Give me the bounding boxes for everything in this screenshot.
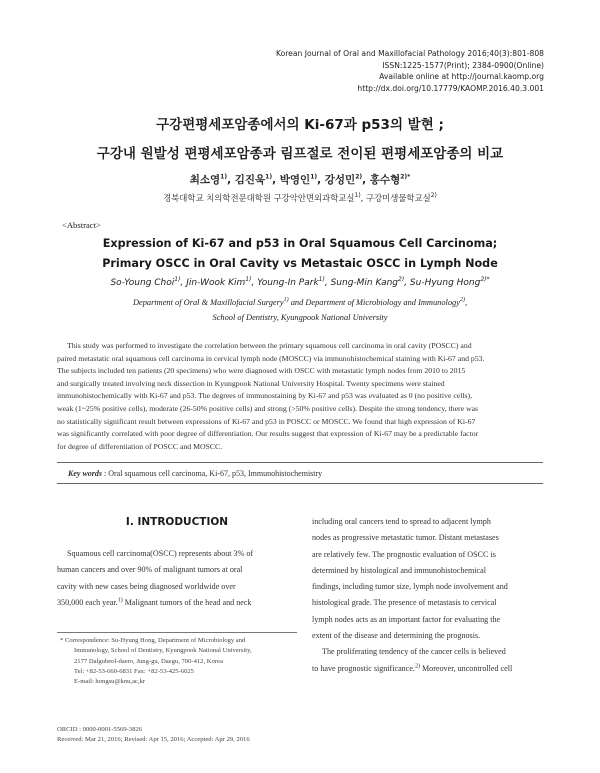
- abstract-line: This study was performed to investigate the correlation between the primary squamous cell carcinoma in oral cavity (POSCC) and: [67, 341, 472, 350]
- footnote-line: E-mail: hongsu@knu,ac,kr: [74, 678, 146, 686]
- english-affiliation-part: and Department of Microbiology and Immunology: [288, 298, 460, 307]
- korean-author: [370, 174, 411, 186]
- footnote-line: * Correspondence: Su-Hyung Hong, Department of Microbiology and: [60, 637, 246, 644]
- abstract-line: paired metastatic oral squamous cell carcinoma in cervical lymph node (MOSCC) via immunohistochemical staining with Ki-67 and p53.: [57, 353, 485, 363]
- author-affil-marker: 2): [355, 173, 363, 181]
- korean-author-name: 최소영: [189, 174, 221, 186]
- left-column-text: [57, 546, 297, 611]
- body-line: cavity with new cases being diagnosed worldwide over: [57, 581, 236, 591]
- journal-doi[interactable]: http://dx.doi.org/10.17779/KAOMP.2016.40.3.001: [357, 83, 544, 93]
- keywords-label: Key words: [68, 469, 102, 478]
- korean-author-name: 홍수형: [369, 174, 401, 186]
- right-column-text: [312, 514, 544, 677]
- affiliation-marker: 2): [430, 192, 437, 200]
- english-author: [110, 278, 180, 288]
- author-affil-marker: 1): [265, 173, 273, 181]
- body-line: findings, including tumor size, lymph node involvement and: [312, 582, 508, 592]
- korean-author-name: 강성민: [324, 174, 356, 186]
- keywords-text: : Oral squamous cell carcinoma, Ki-67, p53, Immunohistochemistry: [102, 469, 323, 478]
- english-author: [410, 278, 490, 288]
- footnote-line: Immunology, School of Dentistry, Kyungpook National University,: [74, 647, 252, 655]
- section-heading-introduction: Ⅰ. INTRODUCTION: [125, 516, 229, 528]
- journal-issn: ISSN:1225-1577(Print); 2384-0900(Online): [382, 60, 544, 70]
- author-affil-marker: 1): [174, 276, 181, 283]
- korean-author-name: 박영인: [279, 174, 311, 186]
- korean-affiliation: [0, 192, 600, 204]
- english-author-name: So-Young Choi: [110, 278, 175, 288]
- english-author-name: Sung-Min Kang: [330, 278, 399, 288]
- article-dates: [57, 725, 302, 745]
- body-text: Malignant tumors of the head and neck: [122, 597, 252, 607]
- english-author-name: Young-In Park: [257, 278, 319, 288]
- body-line: The proliferating tendency of the cancer cells is believed: [322, 647, 506, 657]
- body-line: nodes as progressive metastatic tumor. Distant metastases: [312, 533, 499, 543]
- keywords-top-rule: [57, 462, 543, 463]
- korean-affiliation-part: 경북대학교 치의학전문대학원 구강악안면외과학교실: [163, 193, 355, 203]
- abstract-line: The subjects included ten patients (20 specimens) who were diagnosed with OSCC with metastatic lymph nodes from 2010 to 2015: [57, 366, 466, 376]
- english-author: [186, 278, 251, 288]
- english-author-name: Su-Hyung Hong: [409, 278, 481, 288]
- received-dates: Received: Mar 21, 2016; Revised: Apr 15, 2016; Accepted: Apr 29, 2016: [57, 736, 250, 743]
- body-text: Moreover, uncontrolled cell: [419, 663, 513, 673]
- english-affiliation-line-2: School of Dentistry, Kyungpook National University: [212, 313, 388, 322]
- journal-header: [276, 48, 544, 94]
- keywords-line: [68, 469, 322, 478]
- korean-author: [280, 174, 317, 186]
- author-affil-marker: 1): [220, 173, 228, 181]
- affiliation-marker: 1): [283, 297, 289, 304]
- author-affil-marker: 1): [318, 276, 325, 283]
- korean-author-name: 김진욱: [234, 174, 266, 186]
- body-line: human cancers and over 90% of malignant tumors at oral: [57, 565, 243, 575]
- english-author: [257, 278, 325, 288]
- korean-author: [325, 174, 362, 186]
- author-affil-marker: 1): [245, 276, 252, 283]
- body-line: Squamous cell carcinoma(OSCC) represents about 3% of: [67, 549, 254, 558]
- english-title-line-2: Primary OSCC in Oral Cavity vs Metastaic OSCC in Lymph Node: [102, 257, 498, 270]
- korean-author-list: 최소영$^{1)}$, 김진욱$^{1)}$, 박영인$^{1)}$, 강성민$^{2)}$, 홍수형$^{2)*}$: [189, 173, 411, 186]
- korean-affiliation-part: , 구강미생물학교실: [360, 193, 431, 203]
- body-line: lymph nodes acts as an important factor for evaluating the: [312, 614, 501, 624]
- journal-citation: Korean Journal of Oral and Maxillofacial Pathology 2016;40(3):801-808: [275, 49, 544, 58]
- footnote-line: 2177 Dalgubeol-daero, Jung-gu, Daegu, 700-412, Korea: [74, 657, 223, 665]
- author-affil-marker: 2): [398, 276, 405, 283]
- body-line: extent of the disease and determining the prognosis.: [312, 631, 481, 641]
- author-affil-marker: 2)*: [480, 276, 490, 283]
- body-line: histological grade. The presence of metastasis to cervical: [312, 598, 497, 608]
- abstract-line: immunohistochemically with Ki-67 and p53. The degrees of immunostaining by Ki-67 and p53 was evaluated as 0 (no positive cells),: [57, 391, 473, 401]
- korean-author: [190, 174, 227, 186]
- body-text: to have prognostic significance.: [312, 663, 415, 673]
- journal-availability: Available online at http://journal.kaomp.org: [379, 72, 544, 82]
- body-line: are relatively few. The prognostic evaluation of OSCC is: [312, 549, 496, 559]
- footnote-line: Tel: +82-53-660-6831 Fax: +82-53-425-6025: [74, 667, 194, 675]
- body-line: determined by histological and immunohistochemical: [312, 565, 486, 575]
- korean-title-line-2: 구강내 원발성 편평세포암종과 림프절로 전이된 편평세포암종의 비교: [96, 146, 504, 162]
- citation-marker: 2): [414, 662, 420, 669]
- abstract-line: was significantly correlated with poor degree of differentiation. Our results suggest that expression of Ki-67 may be a predictable factor: [57, 429, 479, 439]
- body-line: [312, 661, 544, 677]
- english-author: [331, 278, 405, 288]
- abstract-body: [57, 340, 543, 453]
- abstract-line: weak (1~25% positive cells), moderate (26-50% positive cells) and strong (>50% positive cells). Despite the strong tendency, there was: [57, 403, 479, 413]
- abstract-line: for degree of differentiation of POSCC and MOSCC.: [57, 441, 223, 451]
- affiliation-marker: 1): [354, 192, 361, 200]
- body-line: [57, 595, 297, 611]
- orcid: ORCID : 0000-0001-5569-3826: [57, 726, 142, 733]
- citation-marker: 1): [117, 597, 123, 604]
- body-line: including oral cancers tend to spread to adjacent lymph: [312, 517, 491, 526]
- keywords-bottom-rule: [57, 483, 543, 484]
- abstract-line: and surgically treated involving neck dissection in Kyungpook National University Hospital. Twenty specimens were stained: [57, 378, 445, 388]
- english-author-list: So-Young Choi$^{1)}$, Jin-Wook Kim$^{1)}$, Young-In Park$^{1)}$, Sung-Min Kang$^{2)}$, Su-Hyung Hong$^{2)*}$: [110, 276, 490, 288]
- abstract-label: <Abstract>: [62, 220, 101, 230]
- english-affiliation-part: ,: [464, 298, 468, 307]
- english-affiliation-part: Department of Oral & Maxillofacial Surgery: [132, 298, 284, 307]
- english-author-name: Jin-Wook Kim: [186, 278, 246, 288]
- english-affiliation-line-1: [0, 298, 600, 307]
- footnote-rule: [57, 632, 297, 633]
- author-affil-marker: 1): [310, 173, 318, 181]
- english-title-line-1: Expression of Ki-67 and p53 in Oral Squamous Cell Carcinoma;: [102, 237, 498, 250]
- korean-title-line-1: 구강편평세포암종에서의 Ki-67과 p53의 발현 ;: [156, 117, 444, 133]
- correspondence-footnote: [60, 636, 300, 687]
- body-text: 350,000 each year.: [57, 597, 118, 607]
- author-affil-marker: 2)*: [400, 173, 411, 181]
- abstract-line: no statistically significant result between expressions of Ki-67 and p53 in POSCC or MOSCC. We found that high expression of Ki-67: [57, 416, 476, 426]
- affiliation-marker: 2): [459, 297, 465, 304]
- korean-author: [235, 174, 272, 186]
